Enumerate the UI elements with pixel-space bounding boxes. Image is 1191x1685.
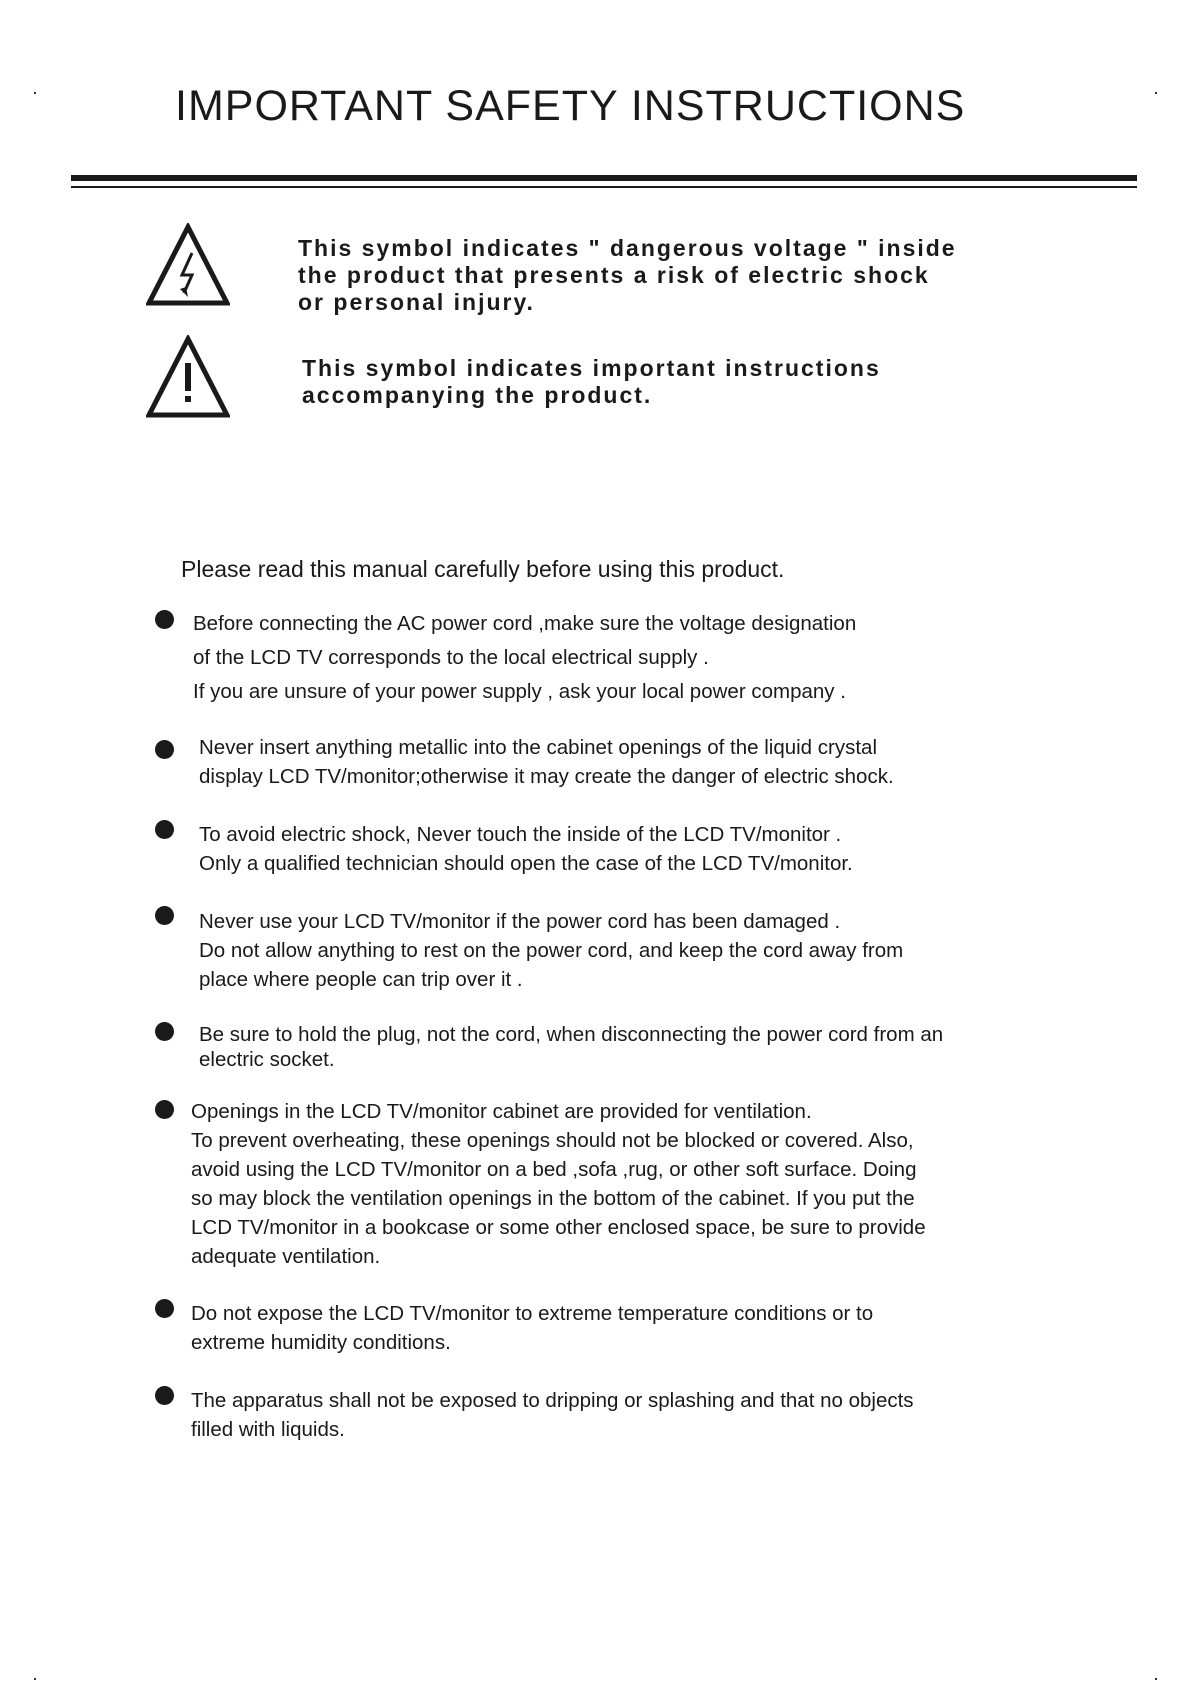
instruction-line: electric socket. <box>199 1048 335 1071</box>
crop-mark-bottom-left <box>34 1678 36 1680</box>
bullet-point <box>155 1386 174 1405</box>
header-rule-thin <box>71 186 1137 188</box>
symbol-text-line: accompanying the product. <box>302 382 653 408</box>
instruction-line: display LCD TV/monitor;otherwise it may create the danger of electric shock. <box>199 765 894 788</box>
instruction-item <box>191 1097 926 1271</box>
bullet-point <box>155 1100 174 1119</box>
instruction-line: Do not allow anything to rest on the power cord, and keep the cord away from <box>199 939 904 962</box>
crop-mark-top-left <box>34 92 36 94</box>
instruction-line: of the LCD TV corresponds to the local electrical supply . <box>193 646 709 669</box>
instruction-line: Never use your LCD TV/monitor if the power cord has been damaged . <box>199 910 841 933</box>
instruction-line: If you are unsure of your power supply , ask your local power company . <box>193 680 846 703</box>
bullet-point <box>155 820 174 839</box>
intro-text: Please read this manual carefully before using this product. <box>181 556 785 582</box>
symbol-text-line: or personal injury. <box>298 289 535 315</box>
symbol-text-line: the product that presents a risk of electric shock <box>298 262 930 288</box>
instruction-line: To avoid electric shock, Never touch the inside of the LCD TV/monitor . <box>199 823 842 846</box>
instruction-line: Be sure to hold the plug, not the cord, when disconnecting the power cord from an <box>199 1023 944 1046</box>
instruction-line: avoid using the LCD TV/monitor on a bed ,sofa ,rug, or other soft surface. Doing <box>191 1158 917 1181</box>
instruction-item <box>199 820 853 878</box>
instruction-item <box>199 733 894 791</box>
bullet-point <box>155 740 174 759</box>
instruction-item <box>193 607 856 709</box>
exclamation-warning-icon <box>146 335 230 419</box>
instruction-line: Do not expose the LCD TV/monitor to extreme temperature conditions or to <box>191 1302 874 1325</box>
instruction-line: filled with liquids. <box>191 1418 345 1441</box>
symbol-description-exclamation <box>302 355 881 409</box>
instruction-line: adequate ventilation. <box>191 1245 381 1268</box>
lightning-warning-icon <box>146 223 230 307</box>
instruction-item <box>199 907 903 994</box>
header-rule-thick <box>71 175 1137 181</box>
crop-mark-top-right <box>1155 92 1157 94</box>
page-title: IMPORTANT SAFETY INSTRUCTIONS <box>175 82 966 130</box>
bullet-point <box>155 1022 174 1041</box>
instruction-line: Openings in the LCD TV/monitor cabinet are provided for ventilation. <box>191 1100 812 1123</box>
bullet-point <box>155 906 174 925</box>
instruction-line: place where people can trip over it . <box>199 968 523 991</box>
symbol-text-line: This symbol indicates " dangerous voltage " inside <box>298 235 957 261</box>
instruction-item <box>191 1299 873 1357</box>
symbol-description-lightning <box>298 235 957 316</box>
instruction-line: The apparatus shall not be exposed to dripping or splashing and that no objects <box>191 1389 914 1412</box>
symbol-text-line: This symbol indicates important instructions <box>302 355 881 381</box>
crop-mark-bottom-right <box>1155 1678 1157 1680</box>
instruction-item <box>199 1022 943 1072</box>
bullet-point <box>155 1299 174 1318</box>
instruction-line: Before connecting the AC power cord ,make sure the voltage designation <box>193 612 857 635</box>
bullet-point <box>155 610 174 629</box>
instruction-line: Only a qualified technician should open the case of the LCD TV/monitor. <box>199 852 853 875</box>
instruction-line: extreme humidity conditions. <box>191 1331 451 1354</box>
instruction-item <box>191 1386 914 1444</box>
instruction-line: To prevent overheating, these openings should not be blocked or covered. Also, <box>191 1129 914 1152</box>
instruction-line: LCD TV/monitor in a bookcase or some other enclosed space, be sure to provide <box>191 1216 926 1239</box>
instruction-line: Never insert anything metallic into the cabinet openings of the liquid crystal <box>199 736 878 759</box>
instruction-line: so may block the ventilation openings in the bottom of the cabinet. If you put the <box>191 1187 915 1210</box>
